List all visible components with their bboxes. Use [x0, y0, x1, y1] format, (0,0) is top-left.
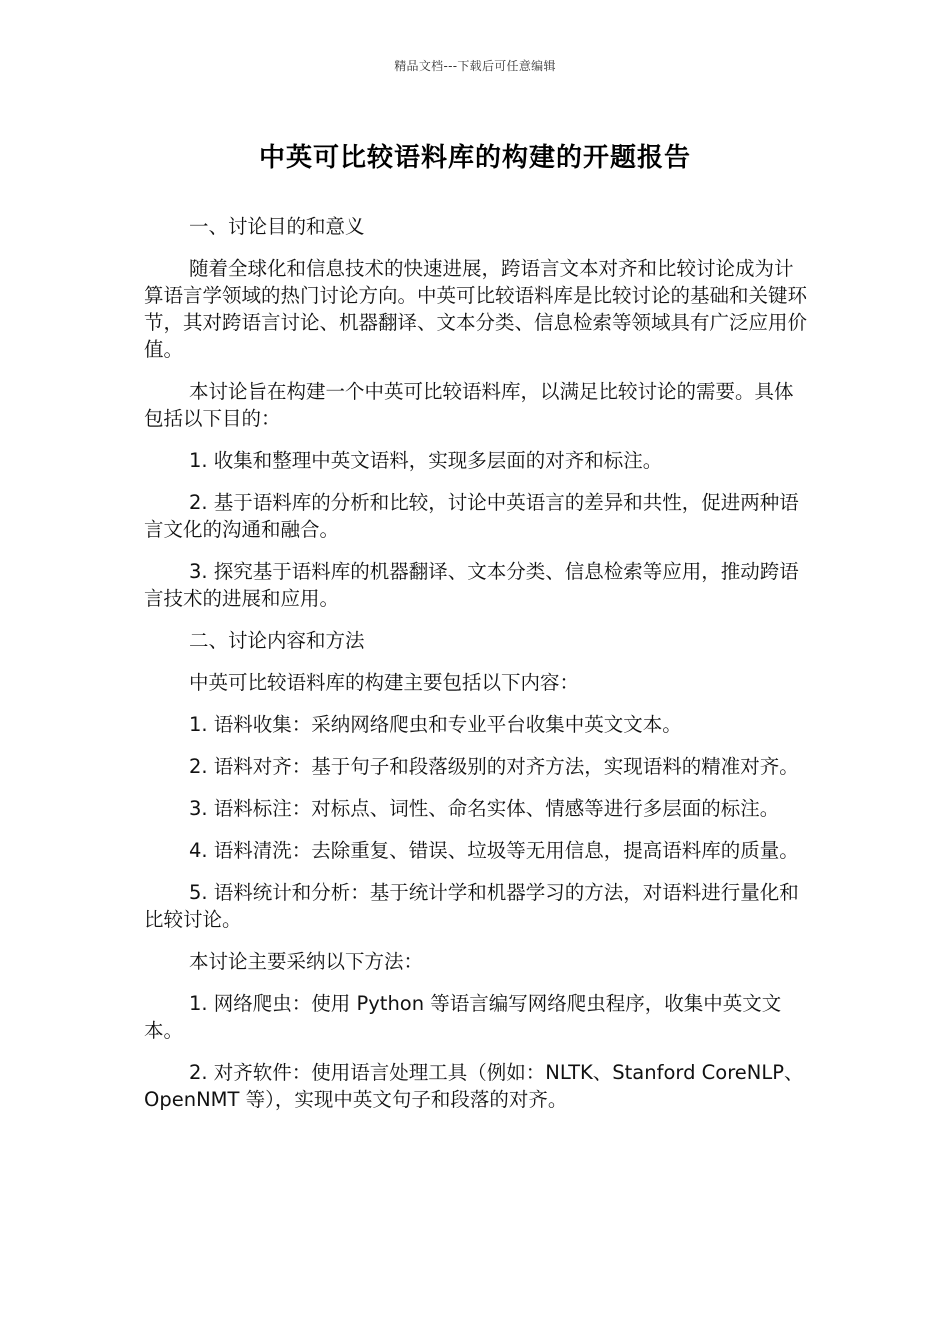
- list-item: 5. 语料统计和分析：基于统计学和机器学习的方法，对语料进行量化和比较讨论。: [144, 881, 799, 931]
- list-item: 2. 基于语料库的分析和比较，讨论中英语言的差异和共性，促进两种语言文化的沟通和融合。: [144, 491, 799, 541]
- paragraph: 随着全球化和信息技术的快速进展，跨语言文本对齐和比较讨论成为计算语言学领域的热门讨论方向。中英可比较语料库是比较讨论的基础和关键环节，其对跨语言讨论、机器翻译、文本分类、信息检索等领域具有广泛应用价值。: [144, 257, 808, 361]
- list-item: 1. 网络爬虫：使用 Python 等语言编写网络爬虫程序，收集中英文文本。: [144, 992, 782, 1042]
- document-title: 中英可比较语料库的构建的开题报告: [258, 143, 691, 173]
- paragraph: 中英可比较语料库的构建主要包括以下内容：: [189, 671, 580, 694]
- list-item: 4. 语料清洗：去除重复、错误、垃圾等无用信息，提高语料库的质量。: [189, 839, 799, 862]
- header-note: 精品文档---下载后可任意编辑: [394, 59, 556, 73]
- section-heading-2: 二、讨论内容和方法: [189, 629, 365, 652]
- paragraph: 本讨论旨在构建一个中英可比较语料库，以满足比较讨论的需要。具体包括以下目的：: [144, 380, 794, 430]
- list-item: 2. 语料对齐：基于句子和段落级别的对齐方法，实现语料的精准对齐。: [189, 755, 799, 778]
- list-item: 1. 收集和整理中英文语料，实现多层面的对齐和标注。: [189, 449, 663, 472]
- list-item: 1. 语料收集：采纳网络爬虫和专业平台收集中英文文本。: [189, 713, 682, 736]
- document-body: [144, 213, 809, 1128]
- section-heading-1: 一、讨论目的和意义: [189, 215, 365, 238]
- paragraph: 本讨论主要采纳以下方法：: [189, 950, 424, 973]
- list-item: 2. 对齐软件：使用语言处理工具（例如：NLTK、Stanford CoreNLP、OpenNMT 等），实现中英文句子和段落的对齐。: [144, 1061, 804, 1111]
- list-item: 3. 语料标注：对标点、词性、命名实体、情感等进行多层面的标注。: [189, 797, 780, 820]
- list-item: 3. 探究基于语料库的机器翻译、文本分类、信息检索等应用，推动跨语言技术的进展和应用。: [144, 560, 799, 610]
